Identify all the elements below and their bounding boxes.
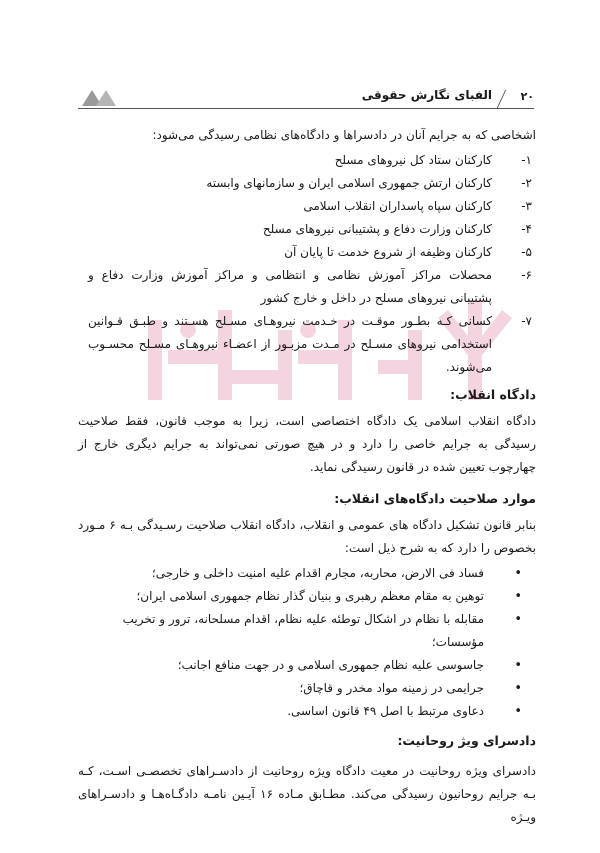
list-number: ۱- [521, 153, 532, 167]
section-heading-jurisdiction: موارد صلاحیت دادگاه‌های انقلاب: [334, 491, 536, 506]
section-heading-revolution-court: دادگاه انقلاب: [450, 387, 536, 402]
clergy-court-paragraph: دادسرای ویژه روحانیت در معیت دادگاه ویژه روحانیت از دادسـراهای تخصصـی اسـت، کـه بـه جرایم روحانیون رسیدگی می‌کند. مطـابق مـاده ۱۶ آیـین نامـه دادگـاه‌هـا و دادسـراهای ویـژه [78, 764, 536, 824]
book-title: الفبای نگارش حقوقی [361, 88, 492, 102]
bullet-item: • توهین به مقام معظم رهبری و بنیان گذار نظام جمهوری اسلامی ایران؛ [78, 585, 536, 608]
running-header [78, 86, 534, 112]
list-item [78, 241, 536, 264]
list-item [78, 218, 536, 241]
bullet-item: • فساد فی الارض، محاربه، مجارم اقدام علیه امنیت داخلی و خارجی؛ [78, 562, 536, 585]
list-item [78, 264, 536, 310]
list-number: ۲- [521, 176, 532, 190]
list-item-text: کارکنان وزارت دفاع و پشتیبانی نیروهای مسلح [262, 222, 492, 236]
header-divider-notch [497, 90, 518, 108]
list-number: ۴- [521, 222, 532, 236]
page-number: ۲۰ [520, 90, 534, 103]
list-number: ۶- [521, 268, 532, 282]
list-item-text: کارکنان ستاد کل نیروهای مسلح [334, 153, 492, 167]
revolution-court-paragraph: دادگاه انقلاب اسلامی یک دادگاه اختصاصی است، زیرا به موجب قانون، فقط صلاحیت رسیدگی به جرایم خاصی را دارد و در هیچ صورتی نمی‌تواند به جرایم دیگری خارج از چهارچوب تعیین شده در قانون رسیدگی نماید. [78, 414, 536, 474]
page-body [78, 124, 536, 829]
list-number: ۵- [521, 245, 532, 259]
list-number: ۷- [521, 314, 532, 328]
list-item-text: کارکنان وظیفه از شروع خدمت تا پایان آن [284, 245, 492, 259]
bullet-item: • جرایمی در زمینه مواد مخدر و قاچاق؛ [78, 677, 536, 700]
bullet-item: • جاسوسی علیه نظام جمهوری اسلامی و در جهت منافع اجانب؛ [78, 654, 536, 677]
list-item [78, 195, 536, 218]
list-item-text: کسانی کـه بطـور موقـت در خـدمت نیروهـای مسـلح هسـتند و طبـق قـوانین استخدامی نیروهای مسـلح در مـدت مزبـور از اعضـاء نیروهـای مسـلح محسـوب می‌شوند. [88, 314, 492, 374]
bullet-item: • دعاوی مرتبط با اصل ۴۹ قانون اساسی. [78, 700, 536, 723]
list-item-text: کارکنان سپاه پاسداران انقلاب اسلامی [303, 199, 492, 213]
military-persons-list [78, 149, 536, 379]
list-item-text: کارکنان ارتش جمهوری اسلامی ایران و سازمانهای وابسته [206, 176, 492, 190]
jurisdiction-paragraph: بنابر قانون تشکیل دادگاه های عمومی و انقلاب، دادگاه انقلاب صلاحیت رسـیدگی بـه ۶ مـورد بخصوص را دارد که به شرح ذیل است: [78, 518, 536, 555]
intro-sentence: اشخاصی که به جرایم آنان در دادسراها و دادگاه‌های نظامی رسیدگی می‌شود: [152, 128, 536, 142]
header-rule [78, 108, 534, 109]
list-item [78, 172, 536, 195]
list-item [78, 310, 536, 379]
list-number: ۳- [521, 199, 532, 213]
section-heading-clergy-court: دادسرای ویژ روحانیت: [397, 733, 536, 748]
list-item-text: محصلات مراکز آموزش نظامی و انتظامی و مراکز آموزش وزارت دفاع و پشتیبانی نیروهای مسلح در داخل و خارج کشور [88, 268, 492, 305]
jurisdiction-bullet-list [78, 562, 536, 723]
bullet-item: • مقابله با نظام در اشکال توطئه علیه نظام، اقدام مسلحانه، ترور و تخریب مؤسسات؛ [78, 608, 536, 654]
list-item [78, 149, 536, 172]
